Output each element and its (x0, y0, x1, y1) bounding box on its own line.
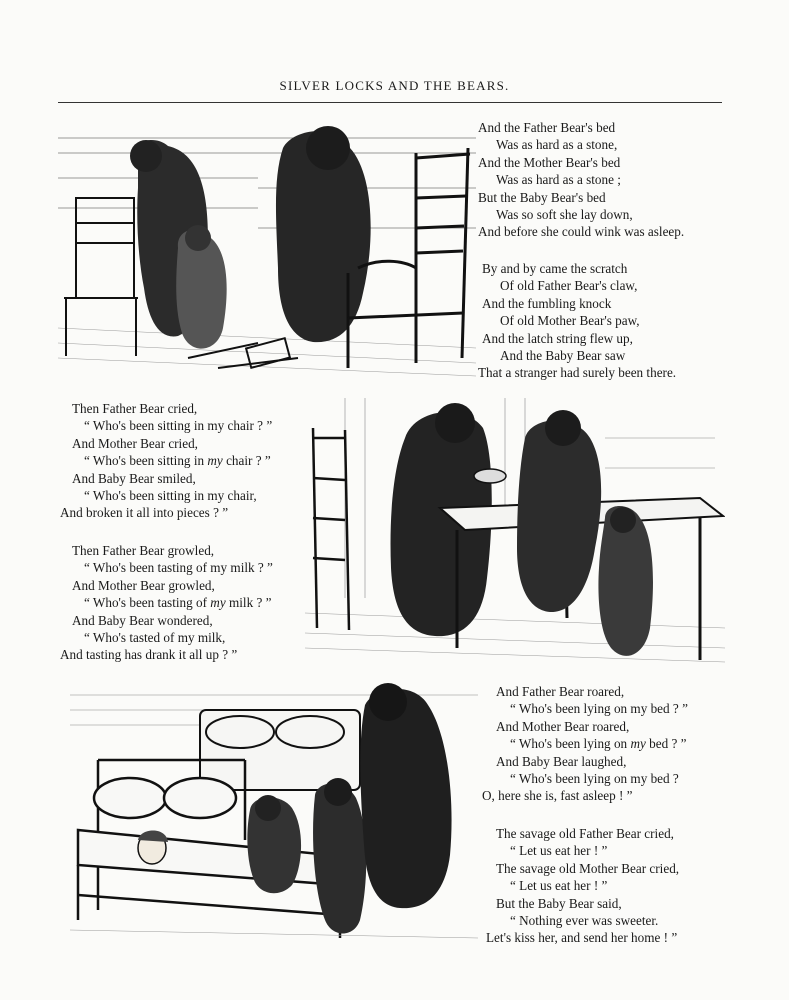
verse-line: Then Father Bear growled, (72, 543, 215, 558)
verse-line: And the fumbling knock (482, 295, 612, 311)
verse-line: “ Who's been lying on my bed ? (510, 771, 679, 787)
verse-line: “ Who's been lying on my bed ? ” (510, 736, 687, 752)
stanza-bed (482, 683, 688, 805)
illustration-bears-by-bed (70, 680, 478, 942)
verse-line: Then Father Bear cried, (72, 401, 198, 416)
verse-line: Was as hard as a stone ; (496, 172, 621, 188)
verse-line: Was so soft she lay down, (496, 207, 633, 223)
verse-line: And Baby Bear laughed, (496, 753, 627, 769)
verse-line: And the Father Bear's bed (478, 120, 616, 135)
verse-line: Of old Father Bear's claw, (500, 278, 638, 294)
verse-line: “ Who's been sitting in my chair ? ” (84, 453, 271, 469)
verse-line: “ Who's been lying on my bed ? ” (510, 701, 688, 717)
verse-line: “ Who's tasted of my milk, (84, 630, 226, 646)
verse-line: “ Let us eat her ! ” (510, 878, 608, 894)
verse-line: “ Who's been sitting in my chair ? ” (84, 418, 273, 434)
verse-line: “ Who's been sitting in my chair, (84, 488, 257, 504)
verse-line: The savage old Mother Bear cried, (496, 860, 680, 876)
verse-line: And broken it all into pieces ? ” (60, 505, 229, 521)
verse-line: Was as hard as a stone, (496, 137, 618, 153)
stanza-milk (60, 542, 273, 664)
verse-line: And Mother Bear growled, (72, 577, 215, 593)
stanza-chair (60, 400, 272, 522)
verse-line: Let's kiss her, and send her home ! ” (486, 930, 678, 946)
verse-line: Of old Mother Bear's paw, (500, 313, 640, 329)
verse-line: “ Who's been tasting of my milk ? ” (84, 560, 273, 576)
verse-line: But the Baby Bear's bed (478, 189, 606, 205)
verse-line: “ Let us eat her ! ” (510, 843, 608, 859)
verse-line: And tasting has drank it all up ? ” (60, 647, 238, 663)
header-rule (58, 102, 722, 103)
verse-line: And the latch string flew up, (482, 330, 633, 346)
verse-line: O, here she is, fast asleep ! ” (482, 788, 633, 804)
stanza-scratch (478, 260, 677, 382)
verse-line: “ Who's been tasting of my milk ? ” (84, 595, 272, 611)
verse-line: And Father Bear roared, (496, 684, 625, 699)
verse-line: And Mother Bear cried, (72, 435, 198, 451)
verse-line: The savage old Father Bear cried, (496, 826, 674, 841)
verse-line: And Baby Bear smiled, (72, 470, 196, 486)
verse-line: And the Mother Bear's bed (478, 154, 621, 170)
verse-line: By and by came the scratch (482, 261, 628, 276)
verse-line: And the Baby Bear saw (500, 348, 626, 364)
illustration-bears-at-table (305, 398, 725, 666)
page-header: SILVER LOCKS AND THE BEARS. (279, 78, 510, 93)
verse-line: And Mother Bear roared, (496, 718, 630, 734)
stanza-savage (482, 825, 679, 947)
verse-line: And before she could wink was asleep. (478, 224, 685, 240)
stanza-beds (478, 119, 684, 241)
verse-line: That a stranger had surely been there. (478, 365, 677, 381)
verse-line: “ Nothing ever was sweeter. (510, 913, 659, 929)
verse-line: But the Baby Bear said, (496, 895, 622, 911)
illustration-bears-with-chairs (58, 118, 476, 380)
verse-line: And Baby Bear wondered, (72, 612, 213, 628)
